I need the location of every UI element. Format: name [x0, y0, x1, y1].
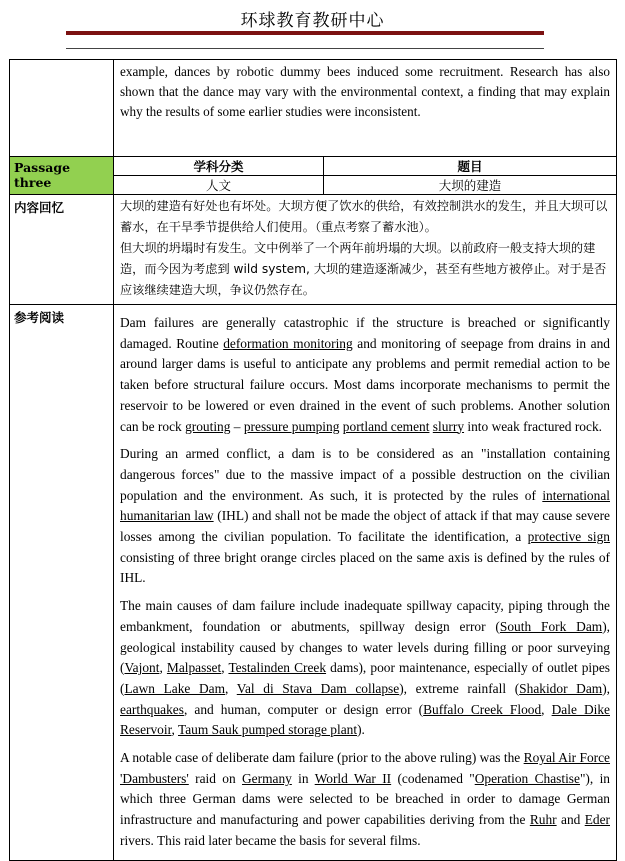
category-header: 学科分类	[114, 157, 324, 176]
topic-header: 题目	[324, 157, 617, 176]
reading-label: 参考阅读	[10, 305, 114, 861]
recall-row	[10, 195, 617, 305]
link-eder[interactable]: Eder	[584, 812, 610, 828]
reading-para-2: During an armed conflict, a dam is to be considered as an "installation containing dangerous forces" due to the massive impact of a possible destruction on the civilian population and the environment. As such, it is protected by the rules of international humanitarian law (IHL) and shall not be made the object of attack if that may cause severe losses among the civilian population. To facilitate the identification, a protective sign consisting of three bright orange circles placed on the same axis is defined by the rules of IHL.	[120, 446, 610, 586]
link-lawn-lake-dam[interactable]: Lawn Lake Dam	[124, 680, 226, 696]
link-vajont[interactable]: Vajont	[124, 660, 160, 676]
link-world-war-ii[interactable]: World War II	[314, 770, 392, 786]
link-buffalo-creek-flood[interactable]: Buffalo Creek Flood	[423, 701, 542, 717]
link-val-di-stava[interactable]: Val di Stava Dam collapse	[236, 680, 400, 696]
reading-para-4: A notable case of deliberate dam failure (prior to the above ruling) was the Royal Air Force 'Dambusters' raid on Germany in World War II (codenamed "Operation Chastise"), in which three German dams were selected to be breached in order to damage German infrastructure and manufacturing and power capabilities deriving from the Ruhr and Eder rivers. This raid later became the basis for several films.	[120, 750, 611, 848]
link-grouting[interactable]: grouting	[185, 418, 231, 434]
header-rule-thick	[66, 31, 544, 35]
empty-label-cell	[10, 60, 114, 157]
header-rule-thin	[66, 48, 544, 49]
link-international-humanitarian-law[interactable]: international humanitarian law	[120, 487, 610, 524]
link-shakidor-dam[interactable]: Shakidor Dam	[519, 680, 603, 696]
continuation-row	[10, 60, 617, 157]
continuation-cell	[114, 60, 617, 157]
link-germany[interactable]: Germany	[242, 770, 292, 786]
recall-cell	[114, 195, 617, 305]
link-portland-cement[interactable]: portland cement	[342, 418, 430, 434]
link-south-fork-dam[interactable]: South Fork Dam	[499, 618, 603, 634]
continuation-text: example, dances by robotic dummy bees induced some recruitment. Research has also shown that the dance may vary with the environmental context, a finding that may explain why the results of some earlier studies were inconsistent.	[120, 64, 610, 119]
recall-para-1: 大坝的建造有好处也有坏处。大坝方便了饮水的供给，有效控制洪水的发生，并且大坝可以蓄水，在干旱季节提供给人们使用。（重点考察了蓄水池）。	[120, 199, 608, 234]
passage-header-row	[10, 157, 617, 176]
link-ruhr[interactable]: Ruhr	[529, 812, 557, 828]
reading-para-1: Dam failures are generally catastrophic if the structure is breached or significantly damaged. Routine deformation monitoring and monitoring of seepage from drains in and around larger dams is useful to anticipate any problems and permit remedial action to be taken before structural failure occurs. Most dams incorporate mechanisms to permit the reservoir to be lowered or even drained in the event of such problems. Another solution can be rock grouting – pressure pumping portland cement slurry into weak fractured rock.	[120, 315, 610, 434]
category-value: 人文	[114, 176, 324, 195]
reading-cell	[114, 305, 617, 861]
topic-value: 大坝的建造	[324, 176, 617, 195]
reading-row	[10, 305, 617, 861]
recall-para-2: 但大坝的坍塌时有发生。文中例举了一个两年前坍塌的大坝。以前政府一般支持大坝的建造，而今因为考虑到 wild system, 大坝的建造逐渐减少，甚至有些地方被停止。对于是否应该继续建造大坝，争议仍然存在。	[120, 241, 607, 297]
link-slurry[interactable]: slurry	[432, 418, 465, 434]
link-deformation-monitoring[interactable]: deformation monitoring	[223, 335, 353, 351]
link-royal-air-force[interactable]: Royal Air Force	[523, 750, 611, 766]
link-dale-dike-reservoir[interactable]: Dale Dike Reservoir	[120, 701, 610, 738]
page-header-title: 环球教育教研中心	[240, 11, 385, 31]
link-testalinden-creek[interactable]: Testalinden Creek	[228, 660, 327, 676]
link-dambusters[interactable]: 'Dambusters'	[120, 770, 189, 786]
link-earthquakes[interactable]: earthquakes	[120, 701, 184, 717]
link-protective-sign[interactable]: protective sign	[527, 529, 610, 545]
recall-label: 内容回忆	[10, 195, 114, 305]
link-operation-chastise[interactable]: Operation Chastise	[474, 770, 580, 786]
link-malpasset[interactable]: Malpasset	[166, 660, 222, 676]
link-pressure-pumping[interactable]: pressure pumping	[243, 418, 340, 434]
link-taum-sauk[interactable]: Taum Sauk pumped storage plant	[178, 722, 358, 738]
document-table	[9, 59, 617, 861]
passage-label: Passage three	[10, 157, 114, 195]
reading-para-3: The main causes of dam failure include inadequate spillway capacity, piping through the embankment, foundation or abutments, spillway design error (South Fork Dam), geological instability caused by changes to water levels during filling or poor surveying (Vajont, Malpasset, Testalinden Creek dams), poor maintenance, especially of outlet pipes (Lawn Lake Dam, Val di Stava Dam collapse), extreme rainfall (Shakidor Dam), earthquakes, and human, computer or design error (Buffalo Creek Flood, Dale Dike Reservoir, Taum Sauk pumped storage plant).	[120, 598, 610, 738]
